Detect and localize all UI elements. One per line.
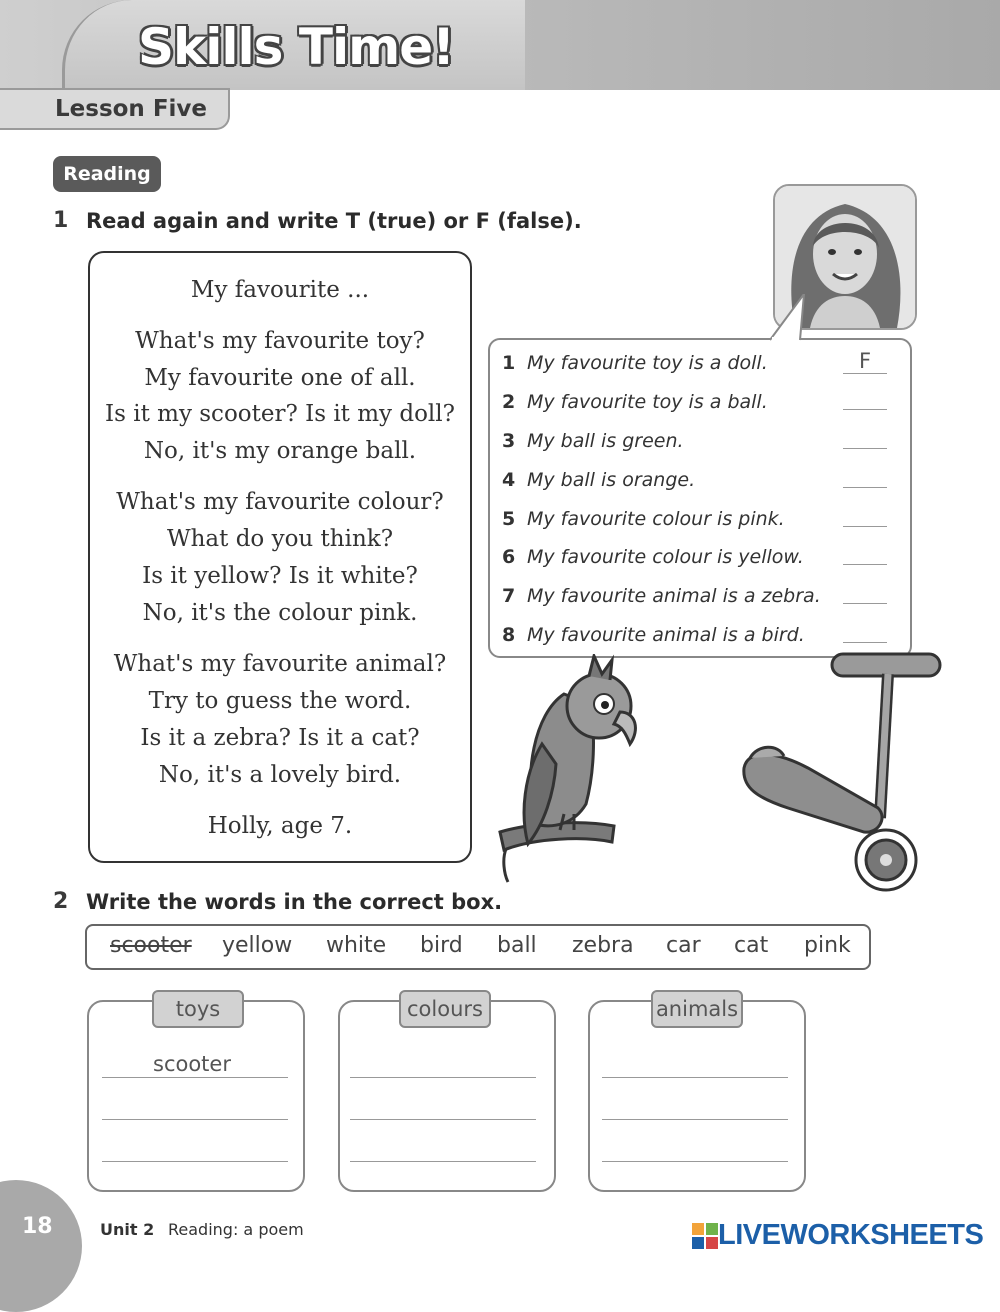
word-bank-item[interactable]: cat xyxy=(734,933,769,958)
answer-line xyxy=(843,373,887,374)
answer-line xyxy=(843,487,887,488)
poem-line: What's my favourite toy? xyxy=(135,328,425,354)
word-bank-item[interactable]: car xyxy=(666,933,701,958)
word-bank-item[interactable]: scooter xyxy=(110,933,192,958)
statement-text: My favourite colour is pink. xyxy=(527,508,785,530)
answer-line xyxy=(843,409,887,410)
poem-line: Try to guess the word. xyxy=(148,688,412,714)
category-label-colours: colours xyxy=(399,990,491,1028)
scooter-icon xyxy=(738,648,948,898)
answer-line[interactable] xyxy=(102,1077,288,1078)
poem-line: My favourite one of all. xyxy=(144,365,416,391)
statement-number: 5 xyxy=(502,508,516,530)
answer-line[interactable] xyxy=(350,1077,536,1078)
poem-line: No, it's my orange ball. xyxy=(143,438,417,464)
poem-line: Is it a zebra? Is it a cat? xyxy=(140,725,420,751)
answer-line[interactable] xyxy=(102,1119,288,1120)
statement-number: 4 xyxy=(502,469,516,491)
answer-line xyxy=(843,642,887,643)
answer-line xyxy=(843,526,887,527)
parrot-icon xyxy=(494,654,644,884)
page-title: Skills Time! xyxy=(138,18,454,76)
category-box-animals xyxy=(588,1000,806,1192)
unit-label: Unit 2 xyxy=(100,1220,155,1239)
answer-line[interactable] xyxy=(602,1161,788,1162)
exercise2-number: 2 xyxy=(53,889,69,914)
category-box-toys xyxy=(87,1000,305,1192)
poem-line: What's my favourite animal? xyxy=(113,651,447,677)
poem-line: Is it my scooter? Is it my doll? xyxy=(105,401,455,427)
brand-name: LIVEWORKSHEETS xyxy=(718,1219,984,1251)
unit-description: Reading: a poem xyxy=(168,1220,304,1239)
poem-line: What do you think? xyxy=(166,526,394,552)
statement-number: 7 xyxy=(502,585,516,607)
statement-text: My favourite colour is yellow. xyxy=(527,546,804,568)
page-number: 18 xyxy=(22,1214,53,1239)
answer-line xyxy=(843,603,887,604)
statement-text: My favourite animal is a zebra. xyxy=(527,585,821,607)
answer-line[interactable] xyxy=(102,1161,288,1162)
statement-number: 3 xyxy=(502,430,516,452)
answer-line xyxy=(843,448,887,449)
statement-answer[interactable]: F xyxy=(858,349,872,373)
lesson-label: Lesson Five xyxy=(55,96,208,122)
statement-number: 6 xyxy=(502,546,516,568)
answer-line[interactable] xyxy=(602,1119,788,1120)
statement-text: My ball is green. xyxy=(527,430,684,452)
statement-number: 2 xyxy=(502,391,516,413)
poem-signature: Holly, age 7. xyxy=(207,813,353,839)
section-badge: Reading xyxy=(53,156,161,192)
category-example-answer[interactable]: scooter xyxy=(153,1052,231,1076)
word-bank-item[interactable]: yellow xyxy=(222,933,293,958)
statement-text: My ball is orange. xyxy=(527,469,696,491)
statements-bubble xyxy=(488,338,912,658)
statement-text: My favourite toy is a doll. xyxy=(527,352,768,374)
speech-bubble-tail-icon xyxy=(760,294,820,344)
liveworksheets-grid-icon xyxy=(692,1223,718,1249)
word-bank-item[interactable]: pink xyxy=(804,933,851,958)
answer-line[interactable] xyxy=(602,1077,788,1078)
exercise1-number: 1 xyxy=(53,208,69,233)
poem-line: No, it's a lovely bird. xyxy=(158,762,402,788)
answer-line[interactable] xyxy=(350,1119,536,1120)
exercise2-instruction: Write the words in the correct box. xyxy=(86,890,503,914)
poem-title: My favourite ... xyxy=(190,277,370,303)
statement-number: 1 xyxy=(502,352,516,374)
word-bank-item[interactable]: zebra xyxy=(572,933,634,958)
category-label-toys: toys xyxy=(152,990,244,1028)
poem-line: What's my favourite colour? xyxy=(116,489,444,515)
word-bank-item[interactable]: ball xyxy=(497,933,537,958)
statement-text: My favourite toy is a ball. xyxy=(527,391,768,413)
page-number-badge xyxy=(0,1180,82,1312)
statement-number: 8 xyxy=(502,624,516,646)
category-box-colours xyxy=(338,1000,556,1192)
category-label-animals: animals xyxy=(651,990,743,1028)
answer-line[interactable] xyxy=(350,1161,536,1162)
word-bank-item[interactable]: white xyxy=(326,933,387,958)
exercise1-instruction: Read again and write T (true) or F (false). xyxy=(86,209,582,233)
poem-line: No, it's the colour pink. xyxy=(142,600,418,626)
statement-text: My favourite animal is a bird. xyxy=(527,624,805,646)
answer-line xyxy=(843,564,887,565)
liveworksheets-logo[interactable] xyxy=(692,1219,983,1252)
poem-line: Is it yellow? Is it white? xyxy=(142,563,418,589)
word-bank-item[interactable]: bird xyxy=(420,933,463,958)
